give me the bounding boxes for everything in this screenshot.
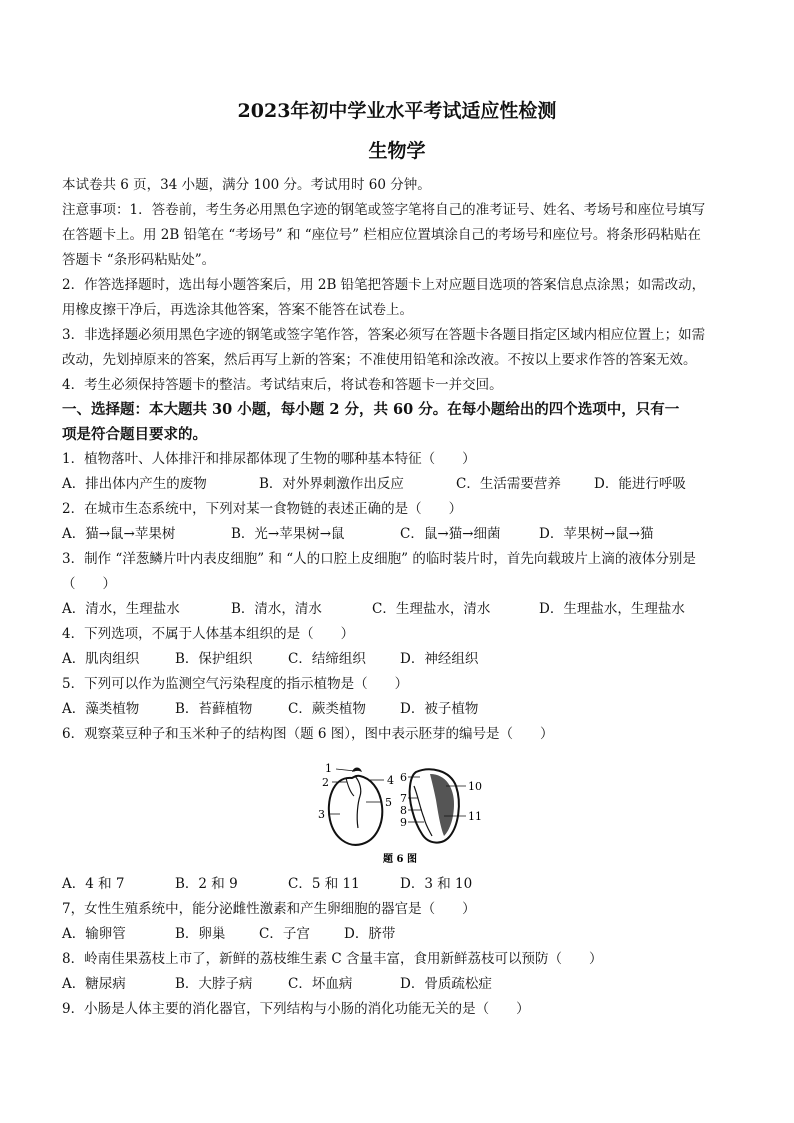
option-a: A．猫→鼠→苹果树 bbox=[62, 526, 176, 542]
option-a: A．排出体内产生的废物 bbox=[62, 476, 207, 492]
question-stem: 8．岭南佳果荔枝上市了，新鲜的荔枝维生素 C 含量丰富，食用新鲜荔枝可以预防（ ） bbox=[62, 951, 603, 967]
option-d: D．生理盐水，生理盐水 bbox=[539, 601, 685, 617]
option-d: D．骨质疏松症 bbox=[400, 976, 492, 992]
question-stem: 4．下列选项，不属于人体基本组织的是（ ） bbox=[62, 626, 355, 642]
notes-line: 2．作答选择题时，选出每小题答案后，用 2B 铅笔把答题卡上对应题目选项的答案信息点涂黑；如需改动， bbox=[62, 277, 706, 293]
figure-label: 9 bbox=[400, 816, 407, 829]
figure-label: 8 bbox=[400, 804, 407, 817]
option-d: D．神经组织 bbox=[400, 651, 479, 667]
option-c: C．子宫 bbox=[259, 926, 310, 942]
subject-title: 生物学 bbox=[368, 140, 426, 162]
option-a: A．4 和 7 bbox=[62, 876, 125, 892]
option-a: A．糖尿病 bbox=[62, 976, 126, 992]
option-d: D．被子植物 bbox=[400, 701, 479, 717]
option-c: C．蕨类植物 bbox=[288, 701, 366, 717]
option-d: D．脐带 bbox=[344, 926, 396, 942]
figure-label: 2 bbox=[322, 776, 329, 789]
option-b: B．苔藓植物 bbox=[175, 701, 253, 717]
figure-label: 6 bbox=[400, 771, 407, 784]
question-stem: 6．观察菜豆种子和玉米种子的结构图（题 6 图），图中表示胚芽的编号是（ ） bbox=[62, 726, 554, 742]
question-stem: 3．制作 “洋葱鳞片叶内表皮细胞” 和 “人的口腔上皮细胞” 的临时装片时，首先向载玻片上滴的液体分别是 bbox=[62, 551, 696, 567]
figure-label: 3 bbox=[318, 808, 325, 821]
question-stem: 1．植物落叶、人体排汗和排尿都体现了生物的哪种基本特征（ ） bbox=[62, 451, 476, 467]
bean-plumule bbox=[352, 768, 362, 773]
question-stem: （ ） bbox=[62, 576, 116, 592]
notes-line: 3．非选择题必须用黑色字迹的钢笔或签字笔作答，答案必须写在答题卡各题目指定区域内相应位置上；如需 bbox=[62, 327, 706, 343]
option-b: B．清水，清水 bbox=[231, 601, 322, 617]
option-a: A．藻类植物 bbox=[62, 701, 140, 717]
option-d: D．3 和 10 bbox=[400, 876, 473, 892]
section-heading: 一、选择题：本大题共 30 小题，每小题 2 分，共 60 分。在每小题给出的四个选项中，只有一 bbox=[62, 401, 680, 418]
figure-caption: 题 6 图 bbox=[383, 854, 417, 865]
figure-label: 11 bbox=[468, 810, 482, 823]
bean-seed-outline bbox=[329, 776, 382, 845]
option-b: B．卵巢 bbox=[175, 926, 226, 942]
question-stem: 9．小肠是人体主要的消化器官，下列结构与小肠的消化功能无关的是（ ） bbox=[62, 1001, 530, 1017]
option-c: C．坏血病 bbox=[288, 976, 353, 992]
figure-label: 10 bbox=[468, 780, 482, 793]
question-stem: 2．在城市生态系统中，下列对某一食物链的表述正确的是（ ） bbox=[62, 501, 463, 517]
option-b: B．光→苹果树→鼠 bbox=[231, 526, 345, 542]
figure-label: 1 bbox=[325, 762, 332, 775]
option-c: C．生活需要营养 bbox=[456, 476, 561, 492]
exam-title: 2023年初中学业水平考试适应性检测 bbox=[237, 100, 557, 122]
option-d: D．能进行呼吸 bbox=[594, 476, 686, 492]
option-d: D．苹果树→鼠→猫 bbox=[539, 526, 654, 542]
option-c: C．结缔组织 bbox=[288, 651, 366, 667]
figure-label: 7 bbox=[400, 792, 407, 805]
notes-line: 改动，先划掉原来的答案，然后再写上新的答案；不准使用铅笔和涂改液。不按以上要求作答的答案无效。 bbox=[62, 352, 697, 368]
question-stem: 5．下列可以作为监测空气污染程度的指示植物是（ ） bbox=[62, 676, 409, 692]
option-b: B．大脖子病 bbox=[175, 976, 253, 992]
question-stem: 7，女性生殖系统中，能分泌雌性激素和产生卵细胞的器官是（ ） bbox=[62, 901, 476, 917]
notes-line: 在答题卡上。用 2B 铅笔在 “考场号” 和 “座位号” 栏相应位置填涂自己的考场号和座位号。将条形码粘贴在 bbox=[62, 227, 701, 243]
option-b: B．保护组织 bbox=[175, 651, 253, 667]
option-a: A．清水，生理盐水 bbox=[62, 601, 180, 617]
option-b: B．对外界刺激作出反应 bbox=[259, 476, 404, 492]
notes-line: 4．考生必须保持答题卡的整洁。考试结束后，将试卷和答题卡一并交回。 bbox=[62, 377, 503, 393]
option-c: C．生理盐水，清水 bbox=[372, 601, 491, 617]
option-c: C．5 和 11 bbox=[288, 876, 360, 892]
figure-label: 4 bbox=[387, 774, 394, 787]
section-heading: 项是符合题目要求的。 bbox=[62, 426, 207, 443]
seed-structure-figure bbox=[300, 756, 500, 866]
exam-intro: 本试卷共 6 页，34 小题，满分 100 分。考试用时 60 分钟。 bbox=[62, 177, 431, 193]
notes-line: 答题卡 “条形码粘贴处”。 bbox=[62, 252, 216, 268]
option-a: A．输卵管 bbox=[62, 926, 126, 942]
figure-label: 5 bbox=[385, 796, 392, 809]
notes-line: 注意事项：1．答卷前，考生务必用黑色字迹的钢笔或签字笔将自己的准考证号、姓名、考场号和座位号填写 bbox=[62, 202, 706, 218]
option-c: C．鼠→猫→细菌 bbox=[400, 526, 501, 542]
notes-line: 用橡皮擦干净后，再选涂其他答案，答案不能答在试卷上。 bbox=[62, 302, 413, 318]
option-b: B．2 和 9 bbox=[175, 876, 238, 892]
option-a: A．肌肉组织 bbox=[62, 651, 140, 667]
